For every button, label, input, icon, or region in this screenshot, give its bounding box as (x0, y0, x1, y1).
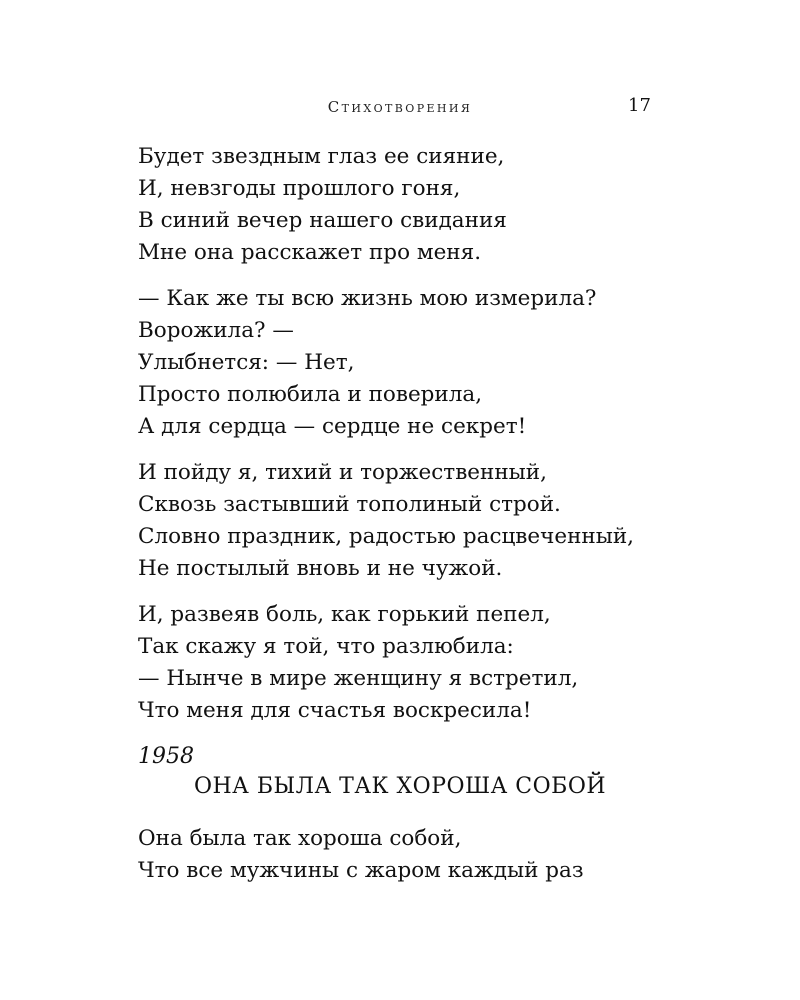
poem-title: ОНА БЫЛА ТАК ХОРОША СОБОЙ (193, 774, 607, 799)
stanza (138, 457, 698, 585)
poem-line: Будет звездным глаз ее сияние, (138, 144, 505, 169)
poem-line: Что все мужчины с жаром каждый раз (138, 858, 584, 883)
stanza (138, 141, 698, 269)
poem-line: Что меня для счастья воскресила! (138, 698, 532, 723)
poem-line: Она была так хороша собой, (138, 826, 462, 851)
poem-line: А для сердца — сердце не секрет! (138, 414, 527, 439)
poem-line: Не постылый вновь и не чужой. (138, 556, 503, 581)
poem-line: Сквозь застывший тополиный строй. (138, 492, 561, 517)
poem-body-second (138, 823, 698, 887)
poem-line: Мне она расскажет про меня. (138, 240, 482, 265)
poem-line: И пойду я, тихий и торжественный, (138, 460, 547, 485)
poem-line: И, невзгоды прошлого гоня, (138, 176, 461, 201)
poem-line: — Нынче в мире женщину я встретил, (138, 666, 579, 691)
poem-line: Так скажу я той, что разлюбила: (138, 634, 514, 659)
poem-body (138, 141, 698, 773)
running-head: Стихотворения (327, 98, 473, 116)
poem-line: — Как же ты всю жизнь мою измерила? (138, 286, 597, 311)
poem-line: Улыбнется: — Нет, (138, 350, 355, 375)
poem-line: В синий вечер нашего свидания (138, 208, 507, 233)
poem-line: Ворожила? — (138, 318, 294, 343)
stanza (138, 283, 698, 443)
stanza (138, 599, 698, 727)
poem-line: Просто полюбила и поверила, (138, 382, 483, 407)
poem-year: 1958 (138, 744, 194, 769)
page-number: 17 (628, 95, 651, 116)
poem-line: Словно праздник, радостью расцвеченный, (138, 524, 635, 549)
poem-line: И, развеяв боль, как горький пепел, (138, 602, 551, 627)
